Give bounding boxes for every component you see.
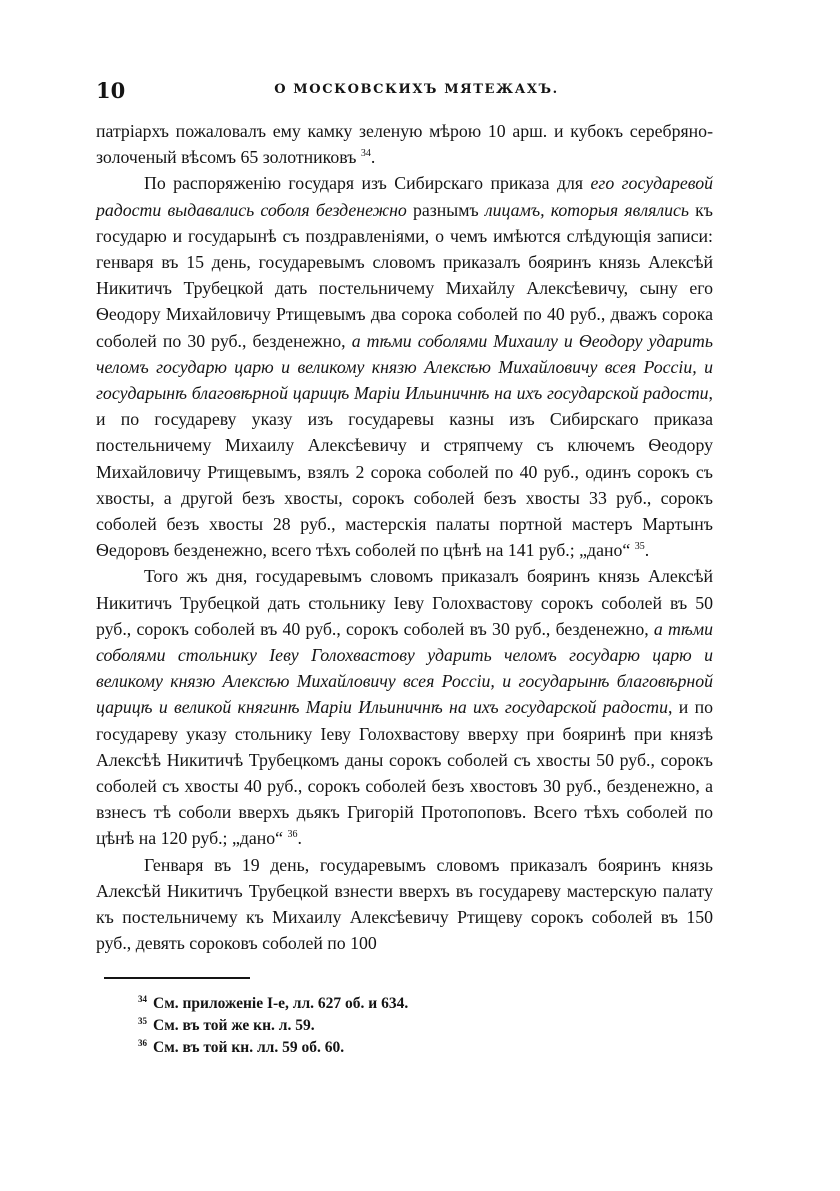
- paragraph-3: Того жъ дня, государевымъ словомъ приказалъ бояринъ князь Алексѣй Никитичъ Трубецкой дать стольнику Іеву Голохвастову сорокъ соболей въ 50 руб., сорокъ соболей въ 40 руб., сорокъ соболей въ 30 руб., безденежно, а тѣми соболями стольнику Іеву Голохвастову ударить челомъ государю царю и великому князю Алексѣю Михайловичу всея Россіи, и государынѣ благовѣрной царицѣ и великой княгинѣ Маріи Ильиничнѣ на ихъ государской радости, и по государеву указу стольнику Іеву Голохвастову вверху при бояринѣ при князѣ Алексѣѣ Никитичѣ Трубецкомъ даны сорокъ соболей съ хвосты 50 руб., сорокъ соболей съ хвосты 40 руб., сорокъ соболей безъ хвостовъ 30 руб., безденежно, а взнесъ тѣ соболи вверхъ дьякъ Григорій Протопоповъ. Всего тѣхъ соболей по цѣнѣ на 120 руб.; „дано“ $^{36}$.: [96, 566, 713, 849]
- footnote-ref-36[interactable]: 36: [287, 829, 298, 841]
- footnote-34: $^{34}$ См. приложеніе І-е, лл. 627 об. и 634.: [138, 993, 409, 1012]
- footnote-ref-35[interactable]: 35: [634, 541, 645, 553]
- paragraph-2: По распоряженію государя изъ Сибирскаго приказа для его государевой радости выдавались соболя безденежно разнымъ лицамъ, которыя являлись къ государю и государынѣ съ поздравленіями, о чемъ имѣются слѣдующія записи: генваря въ 15 день, государевымъ словомъ приказалъ бояринъ князь Алексѣй Никитичъ Трубецкой дать постельничему Михайлу Алексѣевичу, сыну его Ѳеодору Михайловичу Ртищевымъ два сорока соболей по 40 руб., дважъ сорока соболей по 30 руб., безденежно, а тѣми соболями Михаилу и Ѳеодору ударить челомъ государю царю и великому князю Алексѣю Михайловичу всея Россіи, и государынѣ благовѣрной царицѣ Маріи Ильиничнѣ на ихъ государской радости, и по государеву указу изъ государевы казны изъ Сибирскаго приказа постельничему Михаилу Алексѣевичу и стряпчему съ ключемъ Ѳеодору Михайловичу Ртищевымъ, взялъ 2 сорока соболей по 40 руб., одинъ сорокъ съ хвосты, а другой безъ хвосты, сорокъ соболей безъ хвосты 33 руб., сорокъ соболей безъ хвосты 28 руб., мастерскія палаты портной мастеръ Мартынъ Ѳедоровъ безденежно, всего тѣхъ соболей по цѣнѣ на 141 руб.; „дано“ $^{35}$.: [96, 173, 713, 561]
- body-text: [96, 118, 713, 957]
- footnote-35: $^{35}$ См. въ той же кн. л. 59.: [138, 1015, 315, 1034]
- page-number: 10: [96, 78, 126, 103]
- footnote-divider: [104, 977, 250, 979]
- footnote-36: $^{36}$ См. въ той кн. лл. 59 об. 60.: [138, 1037, 345, 1056]
- paragraph-1: патріархъ пожаловалъ ему камку зеленую мѣрою 10 арш. и кубокъ серебряно-золоченый вѣсомъ 65 золотниковъ $^{34}$.: [96, 121, 713, 168]
- page-header: [96, 70, 713, 110]
- running-title: О МОСКОВСКИХЪ МЯТЕЖАХЪ.: [274, 82, 559, 97]
- document-page: [96, 70, 713, 1170]
- footnote-ref-34[interactable]: 34: [360, 148, 371, 160]
- footnotes: [96, 993, 713, 1059]
- paragraph-4: Генваря въ 19 день, государевымъ словомъ приказалъ бояринъ князь Алексѣй Никитичъ Трубецкой взнести вверхъ въ государеву мастерскую палату къ постельничему къ Михаилу Алексѣевичу Ртищеву сорокъ соболей въ 150 руб., девять сороковъ соболей по 100: [96, 854, 713, 954]
